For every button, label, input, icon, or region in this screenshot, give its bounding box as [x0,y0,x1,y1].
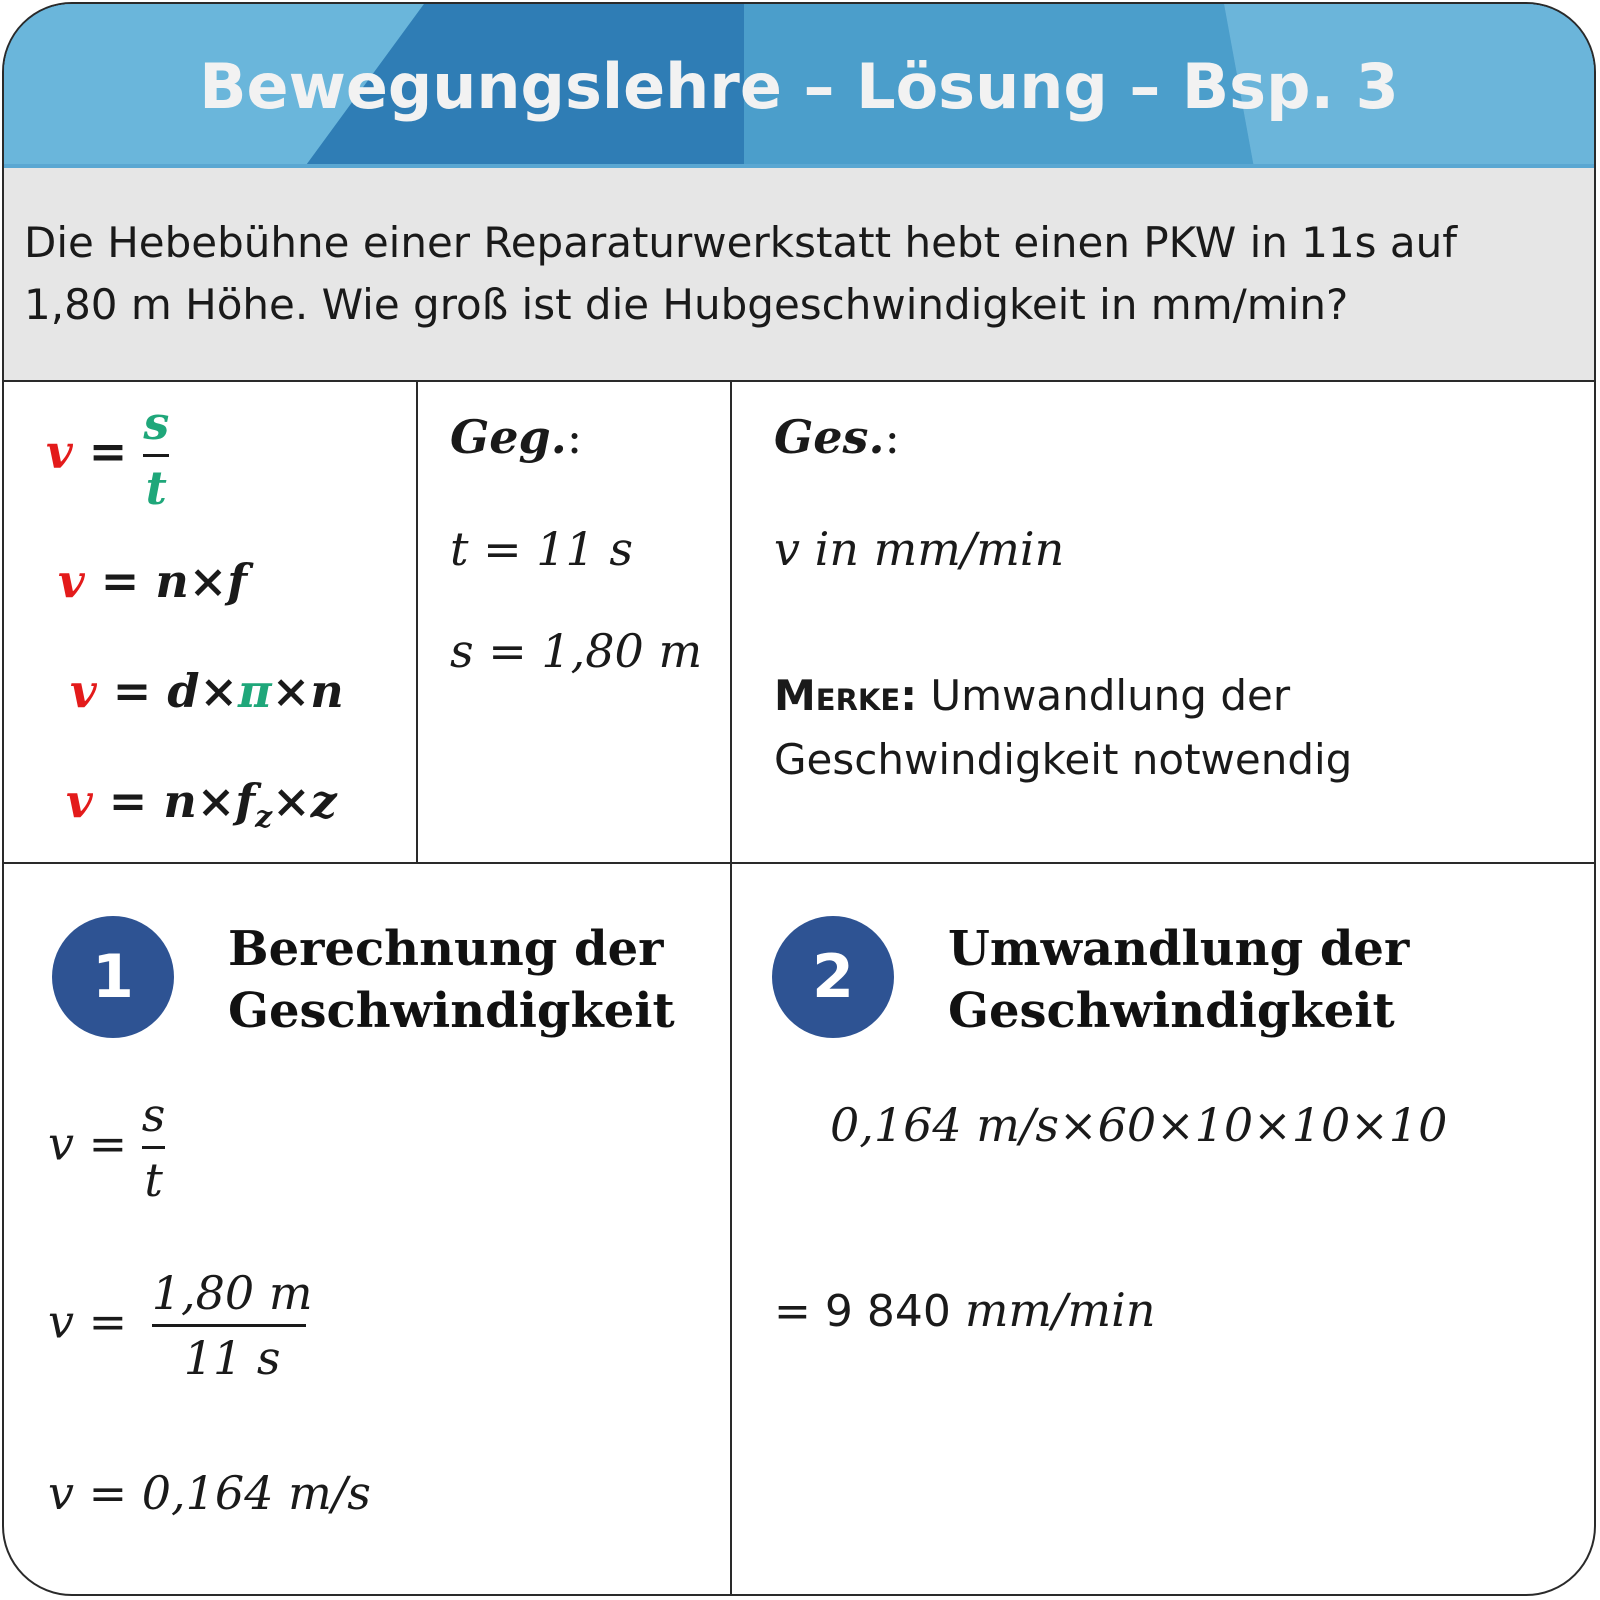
merke-line-2: Geschwindigkeit notwendig [774,735,1353,784]
step-1-result: v = 0,164 m/s [48,1466,371,1520]
merke-note [774,664,1352,792]
header-banner [4,4,1594,168]
solution-card [2,2,1596,1596]
step-2-badge: 2 [772,916,894,1038]
task-statement [4,168,1594,382]
formula-velocity-feed: $v = n\times f_z\times z$ [66,774,337,836]
step-2-conversion: 0,164 m/s×60×10×10×10 [830,1098,1448,1152]
task-line-2: 1,80 m Höhe. Wie groß ist die Hubgeschwindigkeit in mm/min? [24,280,1349,329]
formula-velocity-n-f: v = n×f [58,554,248,608]
page-title: Bewegungslehre – Lösung – Bsp. 3 [199,50,1399,123]
fraction: $\frac{s}{t}$ [143,396,170,515]
fraction: $\frac{s}{t}$ [141,1088,166,1207]
fraction: $\frac{1,80 m}{11 s}$ [151,1266,313,1385]
step-1-equation-2: v = $\frac{1,80 m}{11 s}$ [48,1266,313,1385]
given-time: t = 11 s [450,522,634,576]
sought-value: v in mm/min [774,522,1065,576]
given-label: Geg.: [450,410,583,464]
step-1-title: Berechnung der Geschwindigkeit [228,921,675,1039]
divider-vertical-2 [730,380,732,1596]
step-1-equation-1: v = $\frac{s}{t}$ [48,1088,166,1207]
merke-line-1: Umwandlung der [930,671,1291,720]
step-2-result: = 9 840 mm/min [774,1283,1156,1337]
merke-label: Merke: [774,671,918,720]
formula-velocity-distance-time: v = $\frac{s}{t}$ [46,396,170,515]
formula-velocity-circumference: v = d×π×n [70,664,344,718]
step-1-badge: 1 [52,916,174,1038]
step-2-title: Umwandlung der Geschwindigkeit [948,921,1410,1039]
task-line-1: Die Hebebühne einer Reparaturwerkstatt hebt einen PKW in 11s auf [24,218,1458,267]
divider-horizontal [4,862,1596,864]
divider-vertical-1 [416,380,418,864]
sought-label: Ges.: [774,410,900,464]
given-distance: s = 1,80 m [450,624,703,678]
